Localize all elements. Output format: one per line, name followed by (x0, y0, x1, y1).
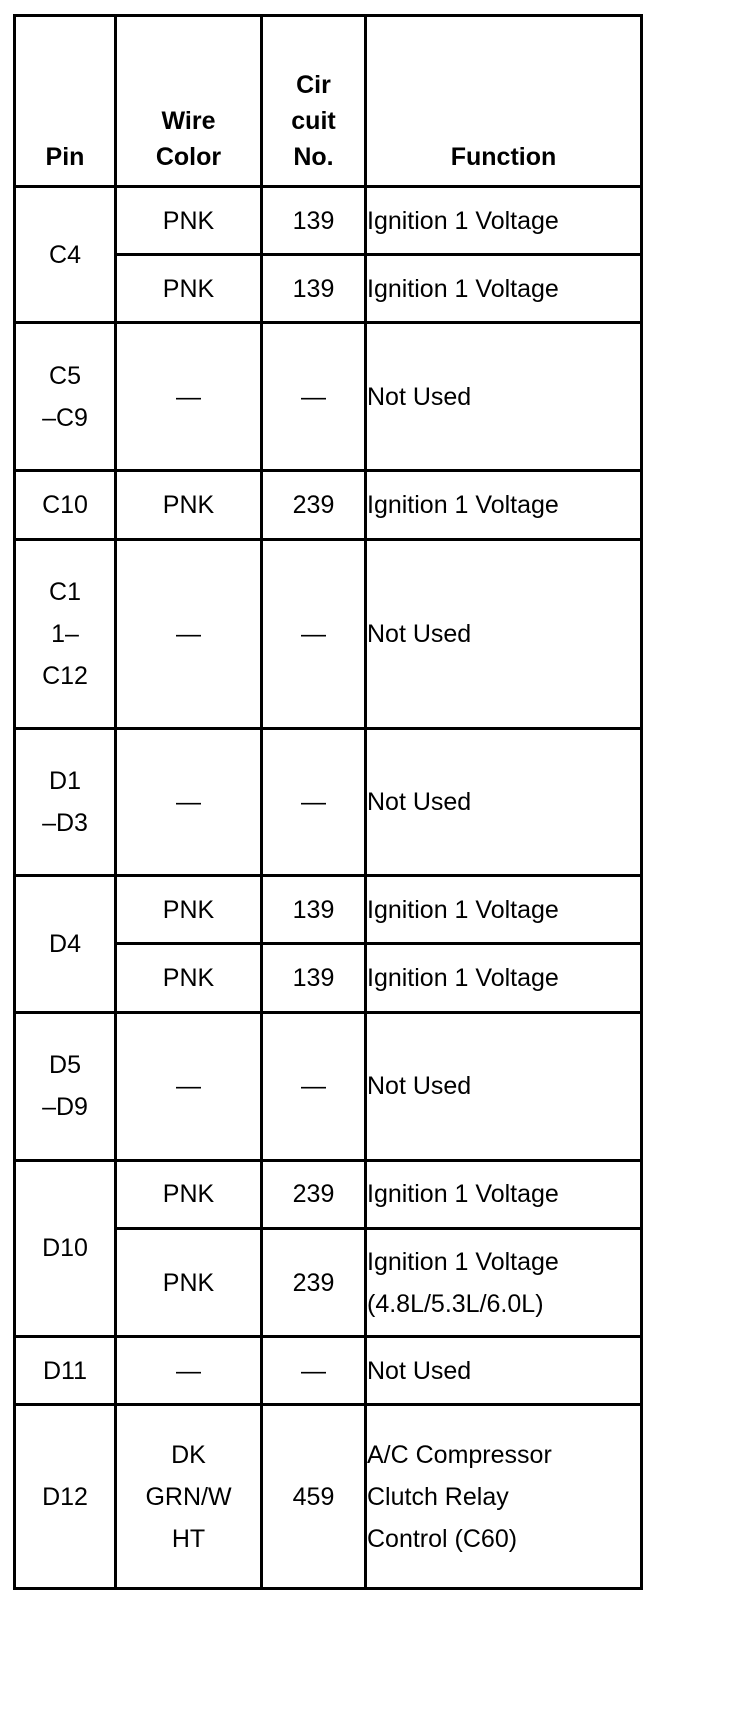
function-cell: Ignition 1 Voltage (366, 875, 642, 943)
header-circuit-no: Cir cuit No. (262, 16, 366, 187)
function-cell: Ignition 1 Voltage (366, 255, 642, 323)
circuit-cell: 139 (262, 944, 366, 1013)
table-row (15, 539, 642, 728)
pin-cell: D10 (15, 1160, 116, 1336)
circuit-cell: 139 (262, 875, 366, 943)
circuit-cell: 459 (262, 1405, 366, 1589)
wire-color-cell: — (116, 728, 262, 875)
circuit-cell: — (262, 1337, 366, 1405)
wire-color-cell: PNK (116, 470, 262, 539)
function-cell: Not Used (366, 1337, 642, 1405)
table-row (15, 470, 642, 539)
function-cell: A/C Compressor Clutch Relay Control (C60) (366, 1405, 642, 1589)
function-cell: Not Used (366, 1013, 642, 1160)
function-cell: Ignition 1 Voltage (366, 187, 642, 255)
wire-color-cell: DK GRN/W HT (116, 1405, 262, 1589)
header-function: Function (366, 16, 642, 187)
circuit-cell: 239 (262, 470, 366, 539)
pin-cell: D4 (15, 875, 116, 1012)
pin-cell: C1 1– C12 (15, 539, 116, 728)
wire-color-cell: PNK (116, 1228, 262, 1336)
pin-cell: D1 –D3 (15, 728, 116, 875)
wire-color-cell: — (116, 1013, 262, 1160)
table-row (15, 323, 642, 470)
circuit-cell: — (262, 728, 366, 875)
function-cell: Ignition 1 Voltage (366, 470, 642, 539)
header-pin: Pin (15, 16, 116, 187)
table-row (15, 1337, 642, 1405)
circuit-cell: 139 (262, 187, 366, 255)
header-wire-color: Wire Color (116, 16, 262, 187)
function-cell: Ignition 1 Voltage (366, 944, 642, 1013)
table-row (15, 728, 642, 875)
wire-color-cell: — (116, 1337, 262, 1405)
pin-cell: D5 –D9 (15, 1013, 116, 1160)
wire-color-cell: PNK (116, 187, 262, 255)
function-cell: Not Used (366, 728, 642, 875)
circuit-cell: 239 (262, 1160, 366, 1228)
header-row (15, 16, 642, 187)
circuit-cell: — (262, 539, 366, 728)
pin-cell: D11 (15, 1337, 116, 1405)
function-cell: Ignition 1 Voltage (4.8L/5.3L/6.0L) (366, 1228, 642, 1336)
table-row (15, 1405, 642, 1589)
pin-cell: C5 –C9 (15, 323, 116, 470)
function-cell: Ignition 1 Voltage (366, 1160, 642, 1228)
wire-color-cell: PNK (116, 255, 262, 323)
table-row (15, 875, 642, 943)
wire-color-cell: — (116, 539, 262, 728)
table-row (15, 187, 642, 255)
table-row (15, 1160, 642, 1228)
circuit-cell: — (262, 323, 366, 470)
pin-cell: C10 (15, 470, 116, 539)
circuit-cell: 139 (262, 255, 366, 323)
wire-color-cell: PNK (116, 875, 262, 943)
wire-color-cell: PNK (116, 944, 262, 1013)
function-cell: Not Used (366, 539, 642, 728)
circuit-cell: 239 (262, 1228, 366, 1336)
table-row (15, 1013, 642, 1160)
circuit-cell: — (262, 1013, 366, 1160)
wire-color-cell: — (116, 323, 262, 470)
wire-color-cell: PNK (116, 1160, 262, 1228)
pin-table (13, 14, 643, 1590)
pin-cell: C4 (15, 187, 116, 323)
function-cell: Not Used (366, 323, 642, 470)
pin-cell: D12 (15, 1405, 116, 1589)
